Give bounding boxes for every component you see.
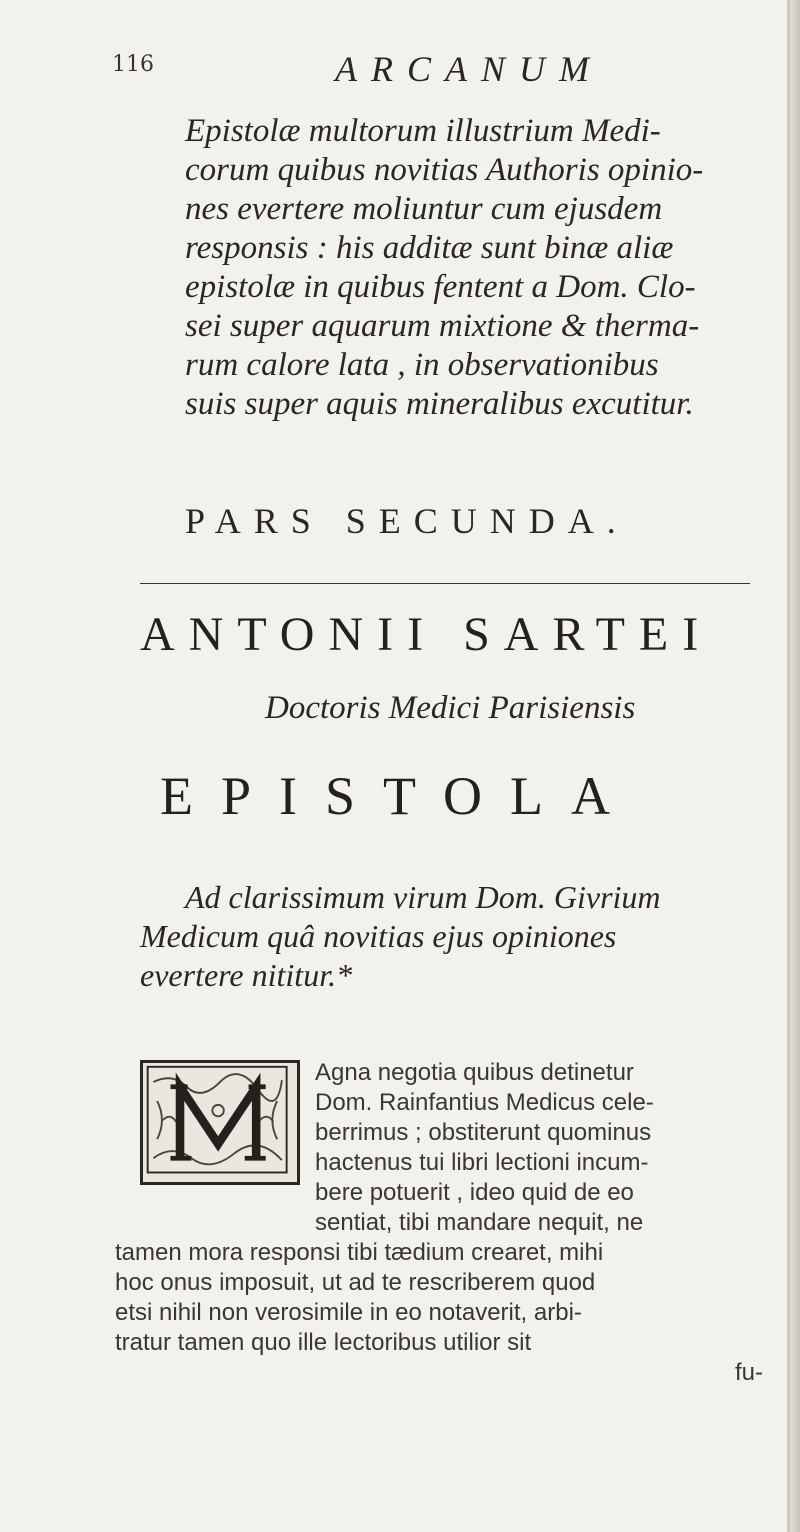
body-line: bere potuerit , ideo quid de eo bbox=[315, 1179, 634, 1206]
divider-rule bbox=[140, 583, 750, 584]
catchword: fu- bbox=[735, 1359, 764, 1386]
body-line: sentiat, tibi mandare nequit, ne bbox=[315, 1209, 644, 1236]
author-subtitle: Doctoris Medici Parisiensis bbox=[265, 690, 636, 726]
contents-line: epistolæ in quibus fentent a Dom. Clo- bbox=[185, 269, 696, 305]
running-title: ARCANUM bbox=[335, 49, 603, 89]
page-header bbox=[0, 49, 790, 92]
contents-line: responsis : his additæ sunt binæ aliæ bbox=[185, 230, 674, 266]
contents-note bbox=[140, 112, 785, 424]
contents-line: rum calore lata , in observationibus bbox=[185, 347, 659, 383]
body-line: tratur tamen quo ille lectoribus utilior sit bbox=[115, 1329, 532, 1356]
letter-address bbox=[140, 878, 790, 995]
address-line: Ad clarissimum virum Dom. Givrium bbox=[185, 879, 661, 915]
body-line: Dom. Rainfantius Medicus cele- bbox=[315, 1089, 654, 1116]
contents-line: sei super aquarum mixtione & therma- bbox=[185, 308, 700, 344]
body-line: hactenus tui libri lectioni incum- bbox=[315, 1149, 649, 1176]
body-line: berrimus ; obstiterunt quominus bbox=[315, 1119, 652, 1146]
contents-line: corum quibus novitias Authoris opinio- bbox=[185, 152, 704, 188]
address-line: evertere nititur.* bbox=[140, 957, 353, 993]
section-heading: PARS SECUNDA. bbox=[185, 501, 629, 541]
letter-body bbox=[115, 1058, 795, 1388]
body-line: Agna negotia quibus detinetur bbox=[315, 1059, 634, 1086]
author-heading: ANTONII SARTEI bbox=[140, 608, 713, 661]
contents-line: suis super aquis mineralibus excutitur. bbox=[185, 386, 694, 422]
page-number: 116 bbox=[112, 52, 154, 77]
contents-line: Epistolæ multorum illustrium Medi- bbox=[185, 113, 661, 149]
page-edge bbox=[790, 0, 800, 1532]
address-line: Medicum quâ novitias ejus opiniones bbox=[140, 918, 617, 954]
epistola-heading: EPISTOLA bbox=[160, 766, 639, 826]
contents-line: nes evertere moliuntur cum ejusdem bbox=[185, 191, 663, 227]
body-line: etsi nihil non verosimile in eo notaverit, arbi- bbox=[115, 1299, 582, 1326]
body-line: hoc onus imposuit, ut ad te rescriberem quod bbox=[115, 1269, 596, 1296]
body-line: tamen mora responsi tibi tædium crearet, mihi bbox=[115, 1239, 604, 1266]
